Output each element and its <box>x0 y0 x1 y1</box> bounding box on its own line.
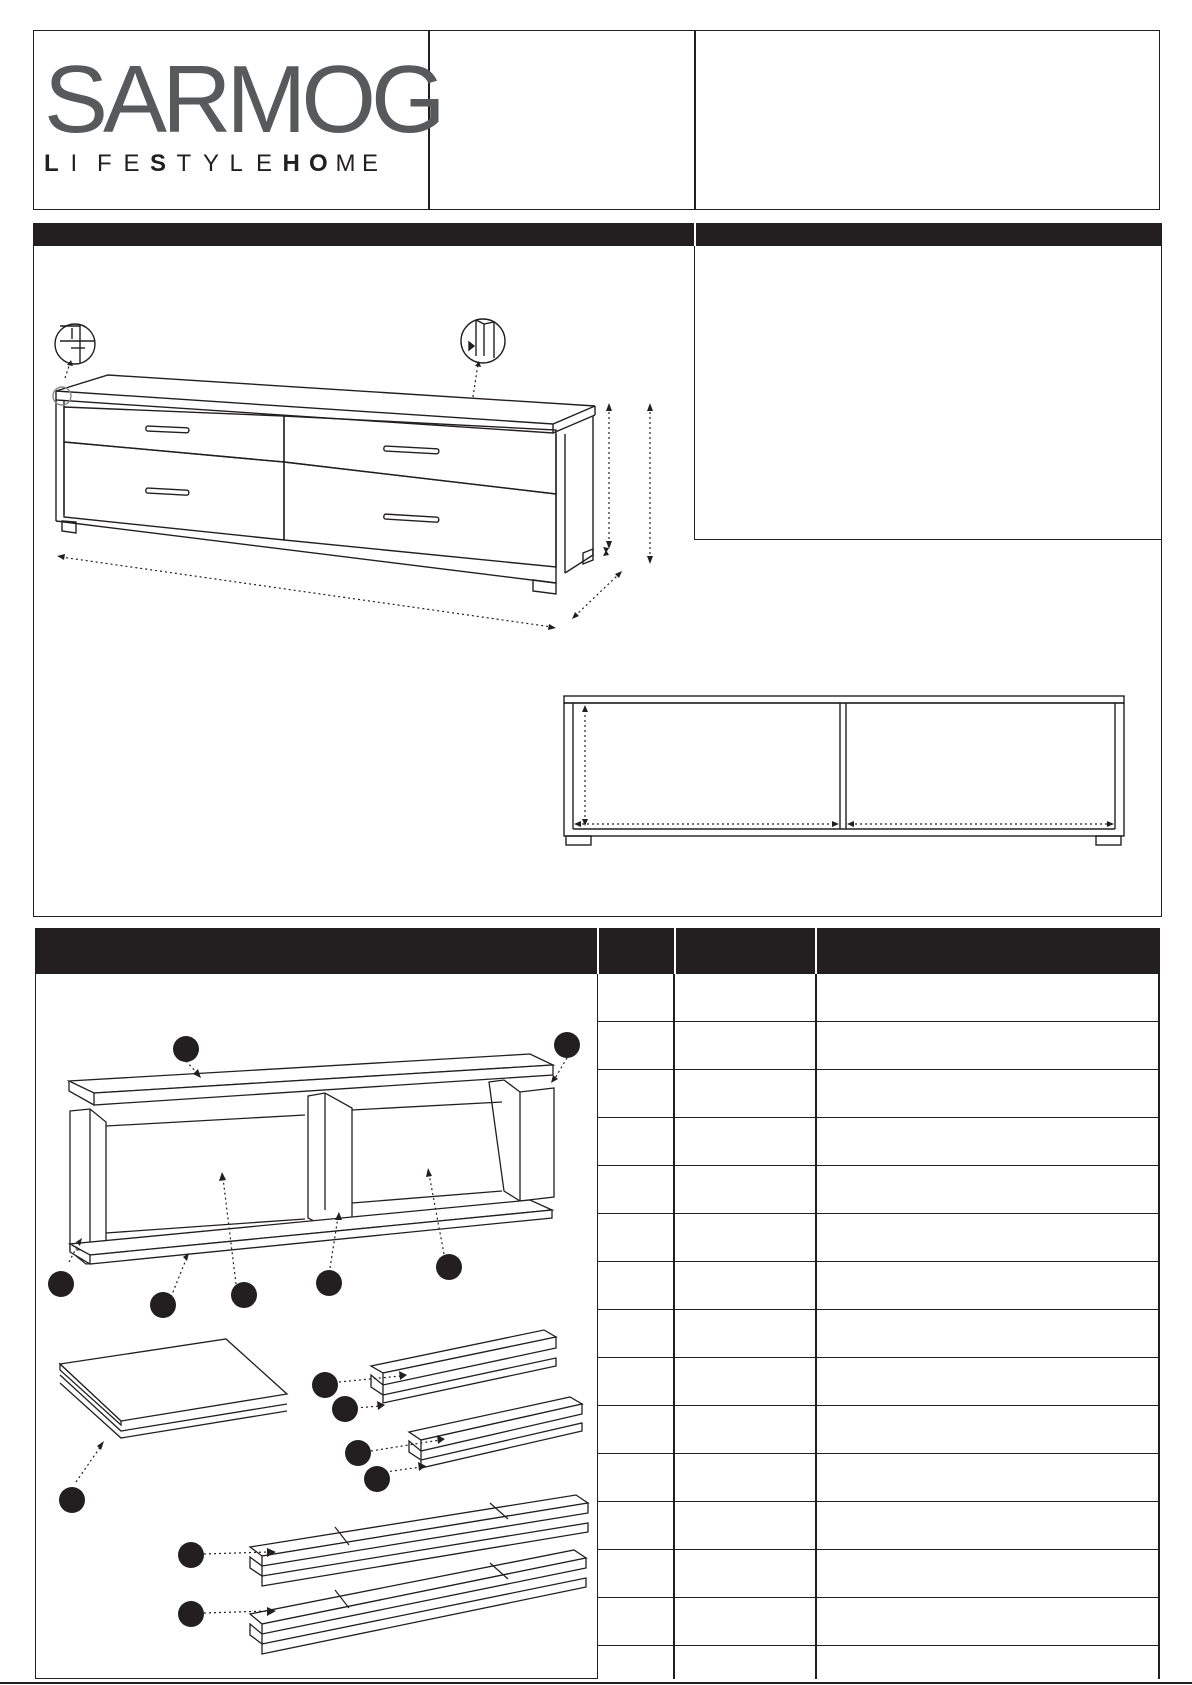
header-divider-2 <box>694 30 696 210</box>
table-row <box>597 1502 1159 1550</box>
parts-table <box>597 974 1160 1679</box>
table-row <box>597 1454 1159 1502</box>
table-row <box>597 1358 1159 1406</box>
parts-header-bar <box>35 928 597 974</box>
parts-frame <box>35 974 598 1679</box>
brand-tagline-letter: M <box>335 150 356 177</box>
table-row <box>597 1070 1159 1118</box>
brand-tagline-letter: E <box>256 150 273 177</box>
brand-tagline-letter: Y <box>203 150 220 177</box>
brand-tagline-letter: O <box>309 150 328 177</box>
brand-tagline-letter: S <box>150 150 167 177</box>
table-row <box>597 1214 1159 1262</box>
table-row <box>597 1118 1159 1166</box>
brand-tagline-letter: F <box>97 150 112 177</box>
notes-box <box>694 246 1162 540</box>
brand-tagline-letter: H <box>282 150 300 177</box>
brand-tagline-letter: L <box>229 150 243 177</box>
table-row <box>597 1598 1159 1646</box>
table-row <box>597 1406 1159 1454</box>
brand-tagline-letter: T <box>176 150 192 177</box>
table-header-desc <box>817 928 1160 974</box>
table-header-no <box>599 928 674 974</box>
brand-tagline-letter: E <box>362 150 379 177</box>
brand-tagline-letter: E <box>123 150 140 177</box>
table-row <box>597 974 1159 1022</box>
table-row <box>597 1310 1159 1358</box>
brand-name: SARMOG <box>44 46 441 153</box>
brand-tagline-letter: I <box>70 150 78 177</box>
table-row <box>597 1022 1159 1070</box>
table-header-code <box>676 928 815 974</box>
brand-tagline-letter: L <box>44 150 59 177</box>
table-row <box>597 1550 1159 1598</box>
footer-rule <box>0 1682 1192 1684</box>
brand-tagline <box>44 152 389 176</box>
table-row <box>597 1262 1159 1310</box>
table-row <box>597 1166 1159 1214</box>
